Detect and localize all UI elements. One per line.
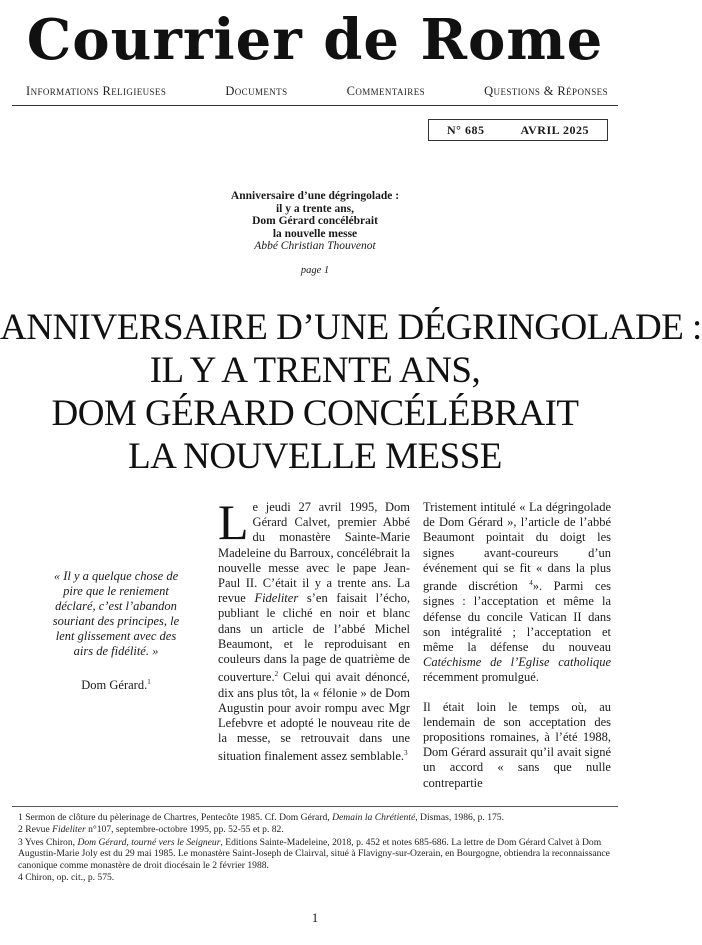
section-questions: Questions & Réponses bbox=[484, 84, 608, 98]
footnote-1: 1 Sermon de clôture du pèlerinage de Chartres, Pentecôte 1985. Cf. Dom Gérard, Demain la Chrétienté, Dismas, 1986, p. 175. bbox=[18, 812, 504, 823]
table-of-contents bbox=[160, 190, 470, 277]
issue-number: N° 685 bbox=[447, 122, 485, 137]
header-divider bbox=[12, 105, 618, 106]
toc-page: page 1 bbox=[300, 264, 330, 276]
footnote-4: 4 Chiron, op. cit., p. 575. bbox=[18, 872, 115, 884]
article-paragraph: Le jeudi 27 avril 1995, Dom Gérard Calvet, premier Abbé du monastère Sainte-Marie Madeleine du Barroux, concélébrait la nouvelle messe avec le pape Jean-Paul II. C’était il y a trente ans. La revue Fideliter s’en faisait l’écho, publiant le cliché en noir et blanc dans un article de l’abbé Michel Beaumont, et le reproduisant en couleurs dans la page de quatrième de couverture.$^2$ Celui qui avait dénoncé, dix ans plus tôt, la « félonie » de Dom Augustin pour avoir rompu avec Mgr Lefebvre et adopté le nouveau rite de la messe, se retrouvait dans une situation finalement assez semblable.$^3$ bbox=[218, 494, 410, 764]
footnotes bbox=[18, 812, 616, 884]
footnote-divider bbox=[12, 806, 618, 807]
masthead-title: Courrier de Rome bbox=[26, 7, 604, 73]
footnote-ref: 2 bbox=[274, 670, 279, 679]
article-column-1 bbox=[218, 494, 410, 765]
footnote-ref: 4 bbox=[529, 579, 533, 588]
footnote-3: 3 Yves Chiron, Dom Gérard, tourné vers le Seigneur, Editions Sainte-Madeleine, 2018, p. 452 et notes 685-686. La lettre de Dom Gérard Calvet à Dom Augustin-Marie Joly est du 29 mai 1985. Le monastère Saint-Joseph de Clairval, situé à Flavigny-sur-Ozerain, en Bourgogne, obtiendra la reconnaissance canonique comme monastère de droit diocésain le 2 février 1988. bbox=[18, 836, 610, 871]
footnote-ref: 3 bbox=[404, 749, 408, 758]
footnote-ref: 1 bbox=[147, 678, 151, 686]
footnote-2: 2 Revue Fideliter n°107, septembre-octobre 1995, pp. 52-55 et p. 82. bbox=[18, 824, 284, 836]
article-column-2 bbox=[423, 500, 611, 791]
issue-box bbox=[428, 119, 608, 141]
article-paragraph: Il était loin le temps où, au lendemain de son acceptation des propositions romaines, à l’été 1988, Dom Gérard assurait qu’il avait signé un accord « sans que nulle contrepartie bbox=[423, 699, 611, 790]
headline-line-2: IL Y A TRENTE ANS, bbox=[149, 350, 481, 391]
drop-cap: L bbox=[218, 494, 249, 550]
section-informations: Informations Religieuses bbox=[26, 84, 167, 98]
section-commentaires: Commentaires bbox=[346, 84, 426, 98]
pull-quote-author: Dom Gérard.$^1$ bbox=[81, 678, 151, 693]
section-documents: Documents bbox=[225, 84, 288, 98]
article-headline bbox=[0, 306, 702, 478]
section-nav bbox=[26, 84, 608, 99]
headline-line-3: DOM GÉRARD CONCÉLÉBRAIT bbox=[51, 393, 579, 434]
page-number: 1 bbox=[311, 910, 319, 925]
article-paragraph: Tristement intitulé « La dégringolade de Dom Gérard », l’article de l’abbé Beaumont pointait du doigt les signes avant-coureurs d’un événement qui se fit « dans la plus grande discrétion $^4$». Parmi ces signes : l’acceptation et même la défense du concile Vatican II dans son intégralité ; l’acceptation et même la défense du nouveau Catéchisme de l’Eglise catholique récemment promulgué. bbox=[423, 500, 611, 685]
toc-author: Abbé Christian Thouvenot bbox=[254, 240, 376, 252]
issue-date: AVRIL 2025 bbox=[520, 122, 589, 137]
toc-title: Anniversaire d’une dégringolade : il y a trente ans, Dom Gérard concélébrait la nouvelle messe bbox=[230, 190, 400, 240]
headline-line-4: LA NOUVELLE MESSE bbox=[128, 436, 502, 477]
pull-quote bbox=[46, 569, 186, 693]
headline-line-1: ANNIVERSAIRE D’UNE DÉGRINGOLADE : bbox=[0, 307, 702, 348]
pull-quote-text: « Il y a quelque chose de pire que le reniement déclaré, c’est l’abandon souriant des principes, le lent glissement avec des airs de fidélité. » bbox=[52, 569, 180, 658]
